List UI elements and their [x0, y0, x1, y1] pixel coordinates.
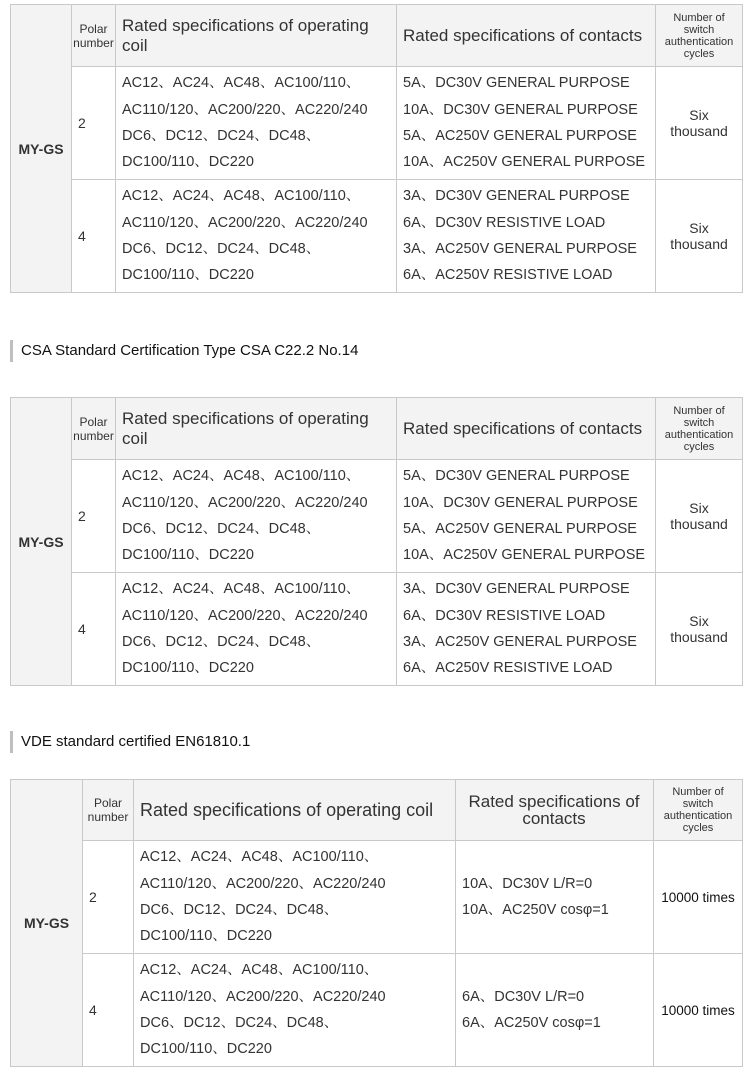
polar-number-cell: 2: [72, 67, 116, 180]
contact-line: 6A、DC30V RESISTIVE LOAD: [403, 607, 606, 624]
contact-line: 5A、AC250V GENERAL PURPOSE: [403, 128, 637, 144]
polar-number-cell: 2: [72, 460, 116, 573]
contact-spec-cell: [456, 841, 654, 954]
cycles-text: thousand: [670, 236, 728, 252]
model-cell: [11, 398, 72, 686]
polar-number-cell: 4: [83, 954, 134, 1067]
table-row: [11, 841, 743, 954]
table-row: [11, 573, 743, 686]
cycles-cell: [656, 67, 743, 180]
cycles-cell: 10000 times: [654, 954, 743, 1067]
contact-line: 6A、AC250V RESISTIVE LOAD: [403, 660, 613, 677]
contact-line: 6A、AC250V RESISTIVE LOAD: [403, 267, 613, 284]
contact-line: 10A、DC30V L/R=0: [462, 875, 593, 892]
header-text: cycles: [682, 822, 714, 834]
header-text: switch: [682, 798, 714, 810]
header-text: Polar: [79, 414, 108, 429]
header-text: cycles: [683, 440, 715, 453]
contact-line: 6A、AC250V cosφ=1: [462, 1015, 601, 1031]
coil-line: DC100/110、DC220: [140, 1041, 272, 1058]
cycles-text: Six: [689, 107, 709, 123]
contact-line: 3A、DC30V GENERAL PURPOSE: [403, 581, 630, 598]
polar-number-cell: 4: [72, 573, 116, 686]
header-text: Number of: [672, 786, 724, 798]
coil-spec-cell: [116, 180, 397, 293]
header-text: Rated specifications of: [468, 792, 640, 811]
header-text: Number of: [673, 11, 725, 24]
table-row: [11, 460, 743, 573]
polar-number-header: [83, 780, 134, 841]
contact-spec-header: [456, 780, 654, 841]
contact-spec-cell: [456, 954, 654, 1067]
coil-line: DC6、DC12、DC24、DC48、: [122, 128, 321, 144]
cycles-header: [656, 5, 743, 67]
contact-spec-cell: [397, 67, 656, 180]
cycles-text: thousand: [670, 123, 728, 139]
spec-table-1: [10, 4, 742, 293]
contact-spec-header: Rated specifications of contacts: [397, 5, 656, 67]
coil-line: AC12、AC24、AC48、AC100/110、: [122, 75, 361, 92]
coil-line: AC110/120、AC200/220、AC220/240: [122, 214, 368, 231]
heading-accent-bar: [10, 731, 13, 753]
contact-spec-header: Rated specifications of contacts: [397, 398, 656, 460]
cycles-text: Six: [689, 220, 709, 236]
coil-line: AC110/120、AC200/220、AC220/240: [140, 988, 386, 1005]
contact-line: 6A、DC30V RESISTIVE LOAD: [403, 214, 606, 231]
coil-line: DC100/110、DC220: [122, 154, 254, 171]
coil-line: DC6、DC12、DC24、DC48、: [140, 902, 339, 918]
cycles-text: Six: [689, 613, 709, 629]
coil-line: DC100/110、DC220: [122, 547, 254, 564]
polar-number-header: [72, 5, 116, 67]
contact-spec-cell: [397, 573, 656, 686]
coil-line: DC6、DC12、DC24、DC48、: [122, 241, 321, 257]
cycles-cell: [656, 460, 743, 573]
model-label: MY-GS: [18, 140, 64, 157]
coil-line: AC12、AC24、AC48、AC100/110、: [140, 962, 379, 979]
coil-spec-cell: [116, 67, 397, 180]
cycles-cell: [656, 180, 743, 293]
cycles-text: thousand: [670, 629, 728, 645]
table-row: [11, 180, 743, 293]
contact-line: 3A、DC30V GENERAL PURPOSE: [403, 188, 630, 205]
coil-line: AC110/120、AC200/220、AC220/240: [140, 875, 386, 892]
coil-line: DC6、DC12、DC24、DC48、: [122, 634, 321, 650]
coil-line: AC12、AC24、AC48、AC100/110、: [122, 468, 361, 485]
cycles-header: [656, 398, 743, 460]
cycles-header: [654, 780, 743, 841]
contact-line: 10A、DC30V GENERAL PURPOSE: [403, 494, 638, 511]
contact-line: 10A、AC250V GENERAL PURPOSE: [403, 154, 646, 171]
coil-line: DC6、DC12、DC24、DC48、: [122, 521, 321, 537]
coil-spec-header: Rated specifications of operating coil: [134, 780, 456, 841]
model-label: MY-GS: [23, 915, 70, 931]
polar-number-header: [72, 398, 116, 460]
header-text: number: [73, 428, 114, 443]
contact-spec-cell: [397, 180, 656, 293]
spec-table-3: [10, 779, 742, 1067]
coil-spec-header: Rated specifications of operating coil: [116, 5, 397, 67]
coil-spec-header: Rated specifications of operating coil: [116, 398, 397, 460]
coil-line: DC100/110、DC220: [140, 928, 272, 945]
coil-line: AC12、AC24、AC48、AC100/110、: [122, 581, 361, 598]
cycles-text: thousand: [670, 516, 728, 532]
model-cell: [11, 5, 72, 293]
header-text: authentication: [664, 35, 734, 48]
section-title: VDE standard certified EN61810.1: [21, 733, 251, 750]
header-text: Number of: [673, 404, 725, 417]
header-text: authentication: [664, 428, 734, 441]
cycles-cell: [656, 573, 743, 686]
coil-line: AC12、AC24、AC48、AC100/110、: [122, 188, 361, 205]
table-row: [11, 67, 743, 180]
contact-line: 3A、AC250V GENERAL PURPOSE: [403, 634, 637, 650]
contact-line: 6A、DC30V L/R=0: [462, 988, 585, 1005]
polar-number-cell: 4: [72, 180, 116, 293]
header-text: number: [73, 35, 114, 50]
coil-line: AC12、AC24、AC48、AC100/110、: [140, 849, 379, 866]
coil-spec-cell: [134, 954, 456, 1067]
table-row: [11, 954, 743, 1067]
coil-spec-cell: [134, 841, 456, 954]
contact-line: 10A、AC250V GENERAL PURPOSE: [403, 547, 646, 564]
heading-accent-bar: [10, 340, 13, 362]
header-text: switch: [683, 23, 715, 36]
header-text: number: [87, 810, 129, 824]
spec-table-2: [10, 397, 742, 686]
coil-line: DC6、DC12、DC24、DC48、: [140, 1015, 339, 1031]
contact-line: 3A、AC250V GENERAL PURPOSE: [403, 241, 637, 257]
coil-line: DC100/110、DC220: [122, 660, 254, 677]
model-label: MY-GS: [18, 533, 64, 550]
contact-line: 10A、AC250V cosφ=1: [462, 902, 609, 918]
cycles-cell: 10000 times: [654, 841, 743, 954]
coil-line: AC110/120、AC200/220、AC220/240: [122, 494, 368, 511]
contact-spec-cell: [397, 460, 656, 573]
coil-spec-cell: [116, 573, 397, 686]
section-title: CSA Standard Certification Type CSA C22.2 No.14: [21, 342, 359, 359]
model-cell: [11, 780, 83, 1067]
header-text: switch: [683, 416, 715, 429]
header-text: contacts: [522, 809, 586, 828]
header-text: cycles: [683, 47, 715, 60]
contact-line: 5A、DC30V GENERAL PURPOSE: [403, 75, 630, 92]
contact-line: 5A、AC250V GENERAL PURPOSE: [403, 521, 637, 537]
contact-line: 5A、DC30V GENERAL PURPOSE: [403, 468, 630, 485]
contact-line: 10A、DC30V GENERAL PURPOSE: [403, 101, 638, 118]
cycles-text: Six: [689, 500, 709, 516]
coil-line: AC110/120、AC200/220、AC220/240: [122, 101, 368, 118]
header-text: Polar: [79, 21, 108, 36]
coil-line: DC100/110、DC220: [122, 267, 254, 284]
coil-line: AC110/120、AC200/220、AC220/240: [122, 607, 368, 624]
polar-number-cell: 2: [83, 841, 134, 954]
header-text: Polar: [93, 796, 122, 810]
coil-spec-cell: [116, 460, 397, 573]
header-text: authentication: [663, 810, 733, 822]
